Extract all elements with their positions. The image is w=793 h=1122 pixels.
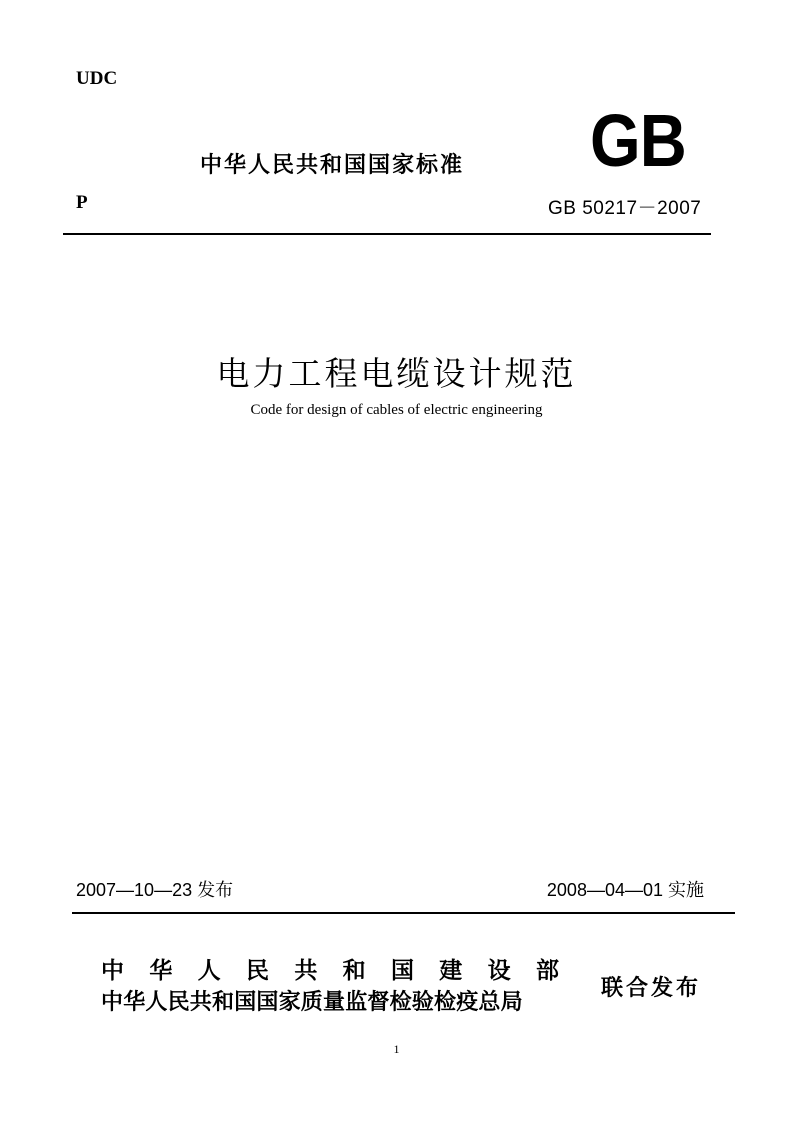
issuer-ministry-char: 部 xyxy=(535,957,559,983)
issuer-ministry xyxy=(101,952,559,985)
issuer-aqsiq: 中华人民共和国国家质量监督检验检疫总局 xyxy=(101,989,523,1014)
issuer-ministry-char: 华 xyxy=(149,957,173,983)
category-code: P xyxy=(76,192,88,213)
issuer-ministry-char: 国 xyxy=(390,957,414,983)
header-divider xyxy=(63,233,711,235)
issuer-ministry-char: 和 xyxy=(342,957,366,983)
footer-divider xyxy=(72,912,735,914)
issuer-ministry-char: 设 xyxy=(487,957,511,983)
issue-date: 2007—10—23 发布 xyxy=(76,880,234,900)
issuer-ministry-char: 建 xyxy=(439,957,463,983)
issuer-ministry-char: 共 xyxy=(294,957,318,983)
issuer-ministry-char: 中 xyxy=(101,957,124,983)
gb-logo-text: GB xyxy=(590,99,686,182)
issuer-ministry-char: 民 xyxy=(245,957,269,983)
issuer-ministry-char: 人 xyxy=(197,957,221,983)
implementation-date: 2008—04—01 实施 xyxy=(546,880,704,900)
page-number: 1 xyxy=(393,1042,400,1056)
document-title-english: Code for design of cables of electric engineering xyxy=(250,402,543,418)
standard-number: GB 50217－2007 xyxy=(548,198,702,219)
joint-issue-label: 联合发布 xyxy=(601,975,702,1000)
document-title: 电力工程电缆设计规范 xyxy=(216,355,577,392)
national-standard-heading: 中华人民共和国国家标准 xyxy=(200,152,465,177)
udc-label: UDC xyxy=(76,68,118,89)
